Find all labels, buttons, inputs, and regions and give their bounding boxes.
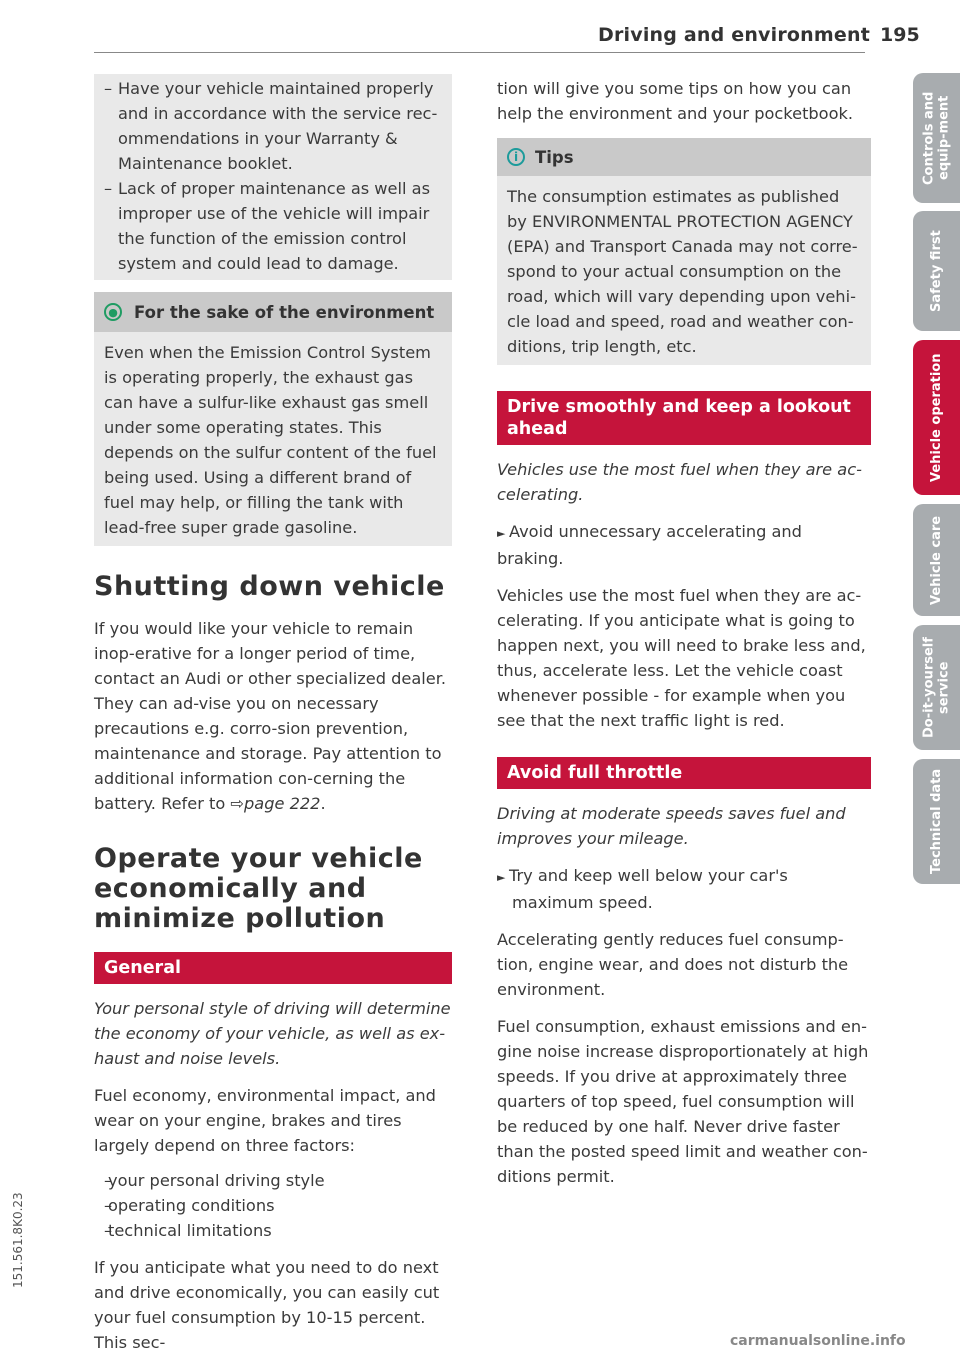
tab-label: Controls and equip-ment bbox=[921, 91, 952, 185]
general-text-2: If you anticipate what you need to do next and drive economically, you can easily cut your fuel consumption by 10-15 percent. This sec- bbox=[94, 1258, 440, 1352]
subsection-bar-smooth: Drive smoothly and keep a lookout ahead bbox=[497, 391, 871, 445]
list-item: – your personal driving style bbox=[94, 1168, 452, 1193]
leaf-globe-icon: ● bbox=[104, 303, 122, 321]
maintenance-box bbox=[94, 74, 452, 280]
throttle-bullet-text: Try and keep well below your car's maximum speed. bbox=[508, 866, 788, 912]
subsection-bar-general: General bbox=[94, 952, 452, 984]
tips-heading: Tips bbox=[535, 147, 574, 167]
tab-vehicle-care[interactable] bbox=[913, 504, 960, 616]
tab-controls-and-equipment[interactable] bbox=[913, 73, 960, 203]
smooth-bullet bbox=[497, 519, 871, 571]
environment-note-body bbox=[94, 332, 452, 546]
list-item: – technical limitations bbox=[94, 1218, 452, 1243]
tips-body bbox=[497, 176, 871, 365]
triangle-bullet-icon: ► bbox=[497, 871, 509, 884]
tab-label: Vehicle operation bbox=[929, 353, 944, 482]
page-ref-arrow-icon: ⇨ bbox=[230, 794, 244, 813]
tips-text: The consumption estimates as published by ENVIRONMENTAL PROTECTION AGENCY (EPA) and Transport Canada may not corre-spond to your actual consumption on the road, which will vary depending upon vehi-cle load and speed, road and weather con-ditions, trip length, etc. bbox=[507, 187, 858, 356]
triangle-bullet-icon: ► bbox=[497, 527, 509, 540]
list-item: – operating conditions bbox=[94, 1193, 452, 1218]
section-heading-shutdown: Shutting down vehicle bbox=[94, 571, 445, 602]
list-item: – Lack of proper maintenance as well as improper use of the vehicle will impair the function of the emission control system and could lead to damage. bbox=[94, 176, 452, 276]
left-column bbox=[94, 74, 452, 1355]
tab-label: Technical data bbox=[929, 768, 944, 875]
tab-safety-first[interactable] bbox=[913, 211, 960, 331]
running-header-title: Driving and environment bbox=[597, 24, 870, 46]
shutdown-body: If you would like your vehicle to remain inop-erative for a longer period of time, contact an Audi or other specialized dealer. They can ad-vise you on necessary precautions e.g. corro-sion prevention, maintenance and storage. Pay attention to additional information con-cerning the battery. Refer to bbox=[94, 619, 447, 813]
smooth-bullet-text: Avoid unnecessary accelerating and braking. bbox=[497, 522, 802, 568]
factor-list bbox=[94, 1168, 452, 1243]
throttle-bullet bbox=[497, 863, 871, 915]
smooth-intro: Vehicles use the most fuel when they are ac-celerating. bbox=[497, 460, 862, 504]
environment-note-header bbox=[94, 292, 452, 332]
tab-technical-data[interactable] bbox=[913, 759, 960, 884]
tab-label: Safety first bbox=[929, 230, 944, 312]
page-reference-link[interactable]: page 222 bbox=[244, 794, 321, 813]
info-icon: i bbox=[507, 148, 525, 166]
tab-label: Do-it-yourself service bbox=[921, 637, 952, 738]
general-text: Fuel economy, environmental impact, and wear on your engine, brakes and tires largely depend on three factors: bbox=[94, 1086, 436, 1155]
section-heading-operate: Operate your vehicle economically and minimize pollution bbox=[94, 843, 423, 934]
environment-note-heading: For the sake of the environment bbox=[134, 302, 435, 322]
environment-note bbox=[94, 292, 452, 546]
shutdown-text bbox=[94, 616, 452, 816]
subsection-bar-throttle: Avoid full throttle bbox=[497, 757, 871, 789]
continued-text: tion will give you some tips on how you can help the environment and your pocketbook. bbox=[497, 79, 854, 123]
shutdown-end: . bbox=[320, 794, 326, 813]
tips-header bbox=[497, 138, 871, 176]
header-divider bbox=[94, 52, 865, 53]
list-item: – Have your vehicle maintained properly and in accordance with the service rec-ommendations in your Warranty & Maintenance booklet. bbox=[94, 76, 452, 176]
right-column bbox=[497, 76, 871, 1189]
tab-vehicle-operation[interactable] bbox=[913, 340, 960, 495]
tab-label: Vehicle care bbox=[929, 515, 944, 605]
tips-box bbox=[497, 138, 871, 365]
throttle-text-1: Accelerating gently reduces fuel consump-tion, engine wear, and does not disturb the environment. bbox=[497, 930, 849, 999]
throttle-intro: Driving at moderate speeds saves fuel and improves your mileage. bbox=[497, 804, 846, 848]
smooth-text: Vehicles use the most fuel when they are ac-celerating. If you anticipate what is going to happen next, you will need to brake less and, thus, accelerate less. Let the vehicle coast whenever possible - for example when you see that the next traffic light is red. bbox=[497, 586, 866, 730]
document-code: 151.561.8K0.23 bbox=[11, 1192, 25, 1288]
watermark: carmanualsonline.info bbox=[730, 1333, 906, 1349]
throttle-text-2: Fuel consumption, exhaust emissions and en-gine noise increase disproportionately at high speeds. If you drive at approximately three quarters of top speed, fuel consumption will be reduced by one half. Never drive faster than the posted speed limit and weather con-ditions permit. bbox=[497, 1017, 869, 1186]
page-number: 195 bbox=[880, 24, 920, 46]
tab-do-it-yourself-service[interactable] bbox=[913, 625, 960, 750]
environment-note-text: Even when the Emission Control System is operating properly, the exhaust gas can have a sulfur-like exhaust gas smell under some operating states. This depends on the sulfur content of the fuel being used. Using a different brand of fuel may help, or filling the tank with lead-free super grade gasoline. bbox=[104, 343, 437, 537]
general-intro: Your personal style of driving will determine the economy of your vehicle, as well as ex-haust and noise levels. bbox=[94, 999, 451, 1068]
